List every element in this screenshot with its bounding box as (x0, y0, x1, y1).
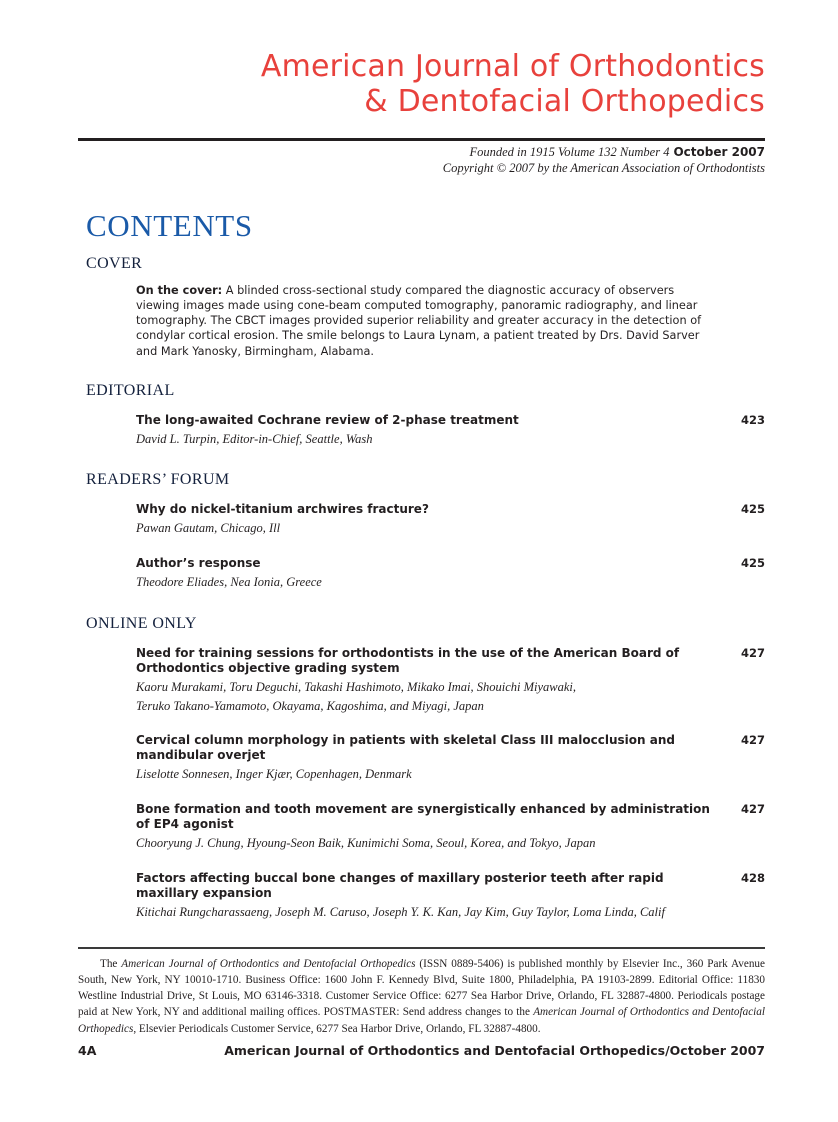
toc-entry-authors (136, 903, 765, 922)
toc-entry-title[interactable]: Cervical column morphology in patients with skeletal Class III malocclusion and mandibular overjet (136, 733, 675, 763)
imprint-part-3: , Elsevier Periodicals Customer Service, 6277 Sea Harbor Drive, Orlando, FL 32887-4800. (133, 1022, 541, 1035)
toc-entry-title[interactable]: Need for training sessions for orthodontists in the use of the American Board of Orthodontics objective grading system (136, 645, 680, 675)
toc-author-line: Kaoru Murakami, Toru Deguchi, Takashi Hashimoto, Mikako Imai, Shouichi Miyawaki, (136, 679, 577, 694)
issue-info-block (78, 144, 765, 176)
toc-entry-row (136, 413, 765, 428)
toc-entry[interactable] (136, 871, 765, 922)
toc-entry-row (136, 733, 765, 763)
toc-entry-title[interactable]: Bone formation and tooth movement are synergistically enhanced by administration of EP4 agonist (136, 802, 710, 832)
masthead-title-line2: & Dentofacial Orthopedics (364, 84, 765, 119)
toc-author-line: Kitichai Rungcharassaeng, Joseph M. Caruso, Joseph Y. K. Kan, Jay Kim, Guy Taylor, Loma Linda, Calif (136, 904, 665, 919)
toc-entry-page: 423 (740, 412, 765, 427)
toc-entry-page: 428 (740, 870, 765, 885)
toc-entry-title[interactable]: Author’s response (136, 556, 261, 571)
toc-entry-authors (136, 519, 765, 538)
toc-author-line: Chooryung J. Chung, Hyoung-Seon Baik, Kunimichi Soma, Seoul, Korea, and Tokyo, Japan (136, 836, 596, 851)
toc-entry-authors (136, 834, 765, 853)
toc-entry-title[interactable]: The long-awaited Cochrane review of 2-phase treatment (136, 412, 519, 427)
toc-author-line: Teruko Takano-Yamamoto, Okayama, Kagoshima, and Miyagi, Japan (136, 698, 484, 713)
toc-entry[interactable] (136, 646, 765, 716)
issue-volume-text: Founded in 1915 Volume 132 Number 4 (469, 145, 670, 159)
toc-entry-page: 425 (740, 556, 765, 571)
section-heading-cover: COVER (86, 255, 143, 272)
masthead-title-line1: American Journal of Orthodontics (260, 49, 765, 84)
section-heading-online-only: ONLINE ONLY (86, 614, 197, 632)
toc-entry[interactable] (136, 413, 765, 449)
toc-author-line: David L. Turpin, Editor-in-Chief, Seattle, Wash (136, 431, 373, 446)
masthead-divider-rule (78, 138, 765, 141)
journal-masthead (78, 49, 765, 119)
toc-entry[interactable] (136, 556, 765, 592)
publication-imprint (78, 956, 765, 1037)
toc-author-line: Pawan Gautam, Chicago, Ill (136, 521, 281, 536)
toc-entry-page: 427 (740, 733, 765, 748)
running-head: American Journal of Orthodontics and Dentofacial Orthopedics/October 2007 (224, 1043, 765, 1058)
toc-entry-page: 425 (740, 502, 765, 517)
toc-entry-authors (136, 765, 765, 784)
toc-entry-page: 427 (740, 802, 765, 817)
toc-entry-row (136, 556, 765, 571)
folio-number: 4A (78, 1043, 97, 1058)
imprint-part-2: (ISSN 0889-5406) is published monthly by Elsevier Inc., 360 Park Avenue South, New York, NY 10010-1710. Business Office: 1600 John F. Kennedy Blvd, Suite 1800, Philadelphia, PA 19103-2899. Editorial Office: 11830 Westline Industrial Drive, St Louis, MO 63146-3318. Customer Service Office: 6277 Sea Harbor Drive, Orlando, FL 32887-4800. Periodicals postage paid at New York, NY and additional mailing offices. POSTMASTER: Send address changes to the (78, 958, 765, 1019)
toc-entry[interactable] (136, 502, 765, 538)
issue-copyright-line: Copyright © 2007 by the American Association of Orthodontists (442, 161, 765, 176)
section-heading-readers-forum: READERS’ FORUM (86, 471, 230, 489)
footer-divider-rule (78, 947, 765, 949)
cover-note-label: On the cover: (136, 284, 223, 297)
contents-body (86, 255, 765, 922)
toc-author-line: Theodore Eliades, Nea Ionia, Greece (136, 575, 322, 590)
issue-volume-line (78, 144, 765, 160)
imprint-part-1: The (100, 958, 122, 970)
toc-entry-authors (136, 430, 765, 449)
toc-entry[interactable] (136, 733, 765, 784)
imprint-journal-name-1: American Journal of Orthodontics and Dentofacial Orthopedics (121, 958, 416, 970)
toc-entry-row (136, 802, 765, 832)
cover-note (136, 283, 716, 359)
toc-author-line: Liselotte Sonnesen, Inger Kjær, Copenhagen, Denmark (136, 767, 412, 782)
toc-entry-title[interactable]: Factors affecting buccal bone changes of maxillary posterior teeth after rapid maxillary expansion (136, 870, 664, 900)
issue-date: October 2007 (673, 145, 765, 159)
page-title: CONTENTS (86, 208, 253, 243)
toc-entry-page: 427 (740, 645, 765, 660)
cover-note-text: A blinded cross-sectional study compared the diagnostic accuracy of observers viewing images made using cone-beam computed tomography, panoramic radiography, and linear tomography. The CBCT images provided superior reliability and greater accuracy in the detection of condylar cortical erosion. The smile belongs to Laura Lynam, a patient treated by Drs. David Sarver and Mark Yanosky, Birmingham, Alabama. (136, 284, 702, 358)
toc-entry-title[interactable]: Why do nickel-titanium archwires fracture? (136, 502, 429, 517)
imprint-journal-name-2: American Journal of Orthodontics and Dentofacial Orthopedics (78, 1006, 765, 1035)
toc-entry-row (136, 646, 765, 676)
section-heading-editorial: EDITORIAL (86, 381, 175, 399)
toc-entry[interactable] (136, 802, 765, 853)
toc-entry-row (136, 871, 765, 901)
toc-entry-row (136, 502, 765, 517)
toc-entry-authors (136, 573, 765, 592)
toc-entry-authors (136, 678, 765, 716)
